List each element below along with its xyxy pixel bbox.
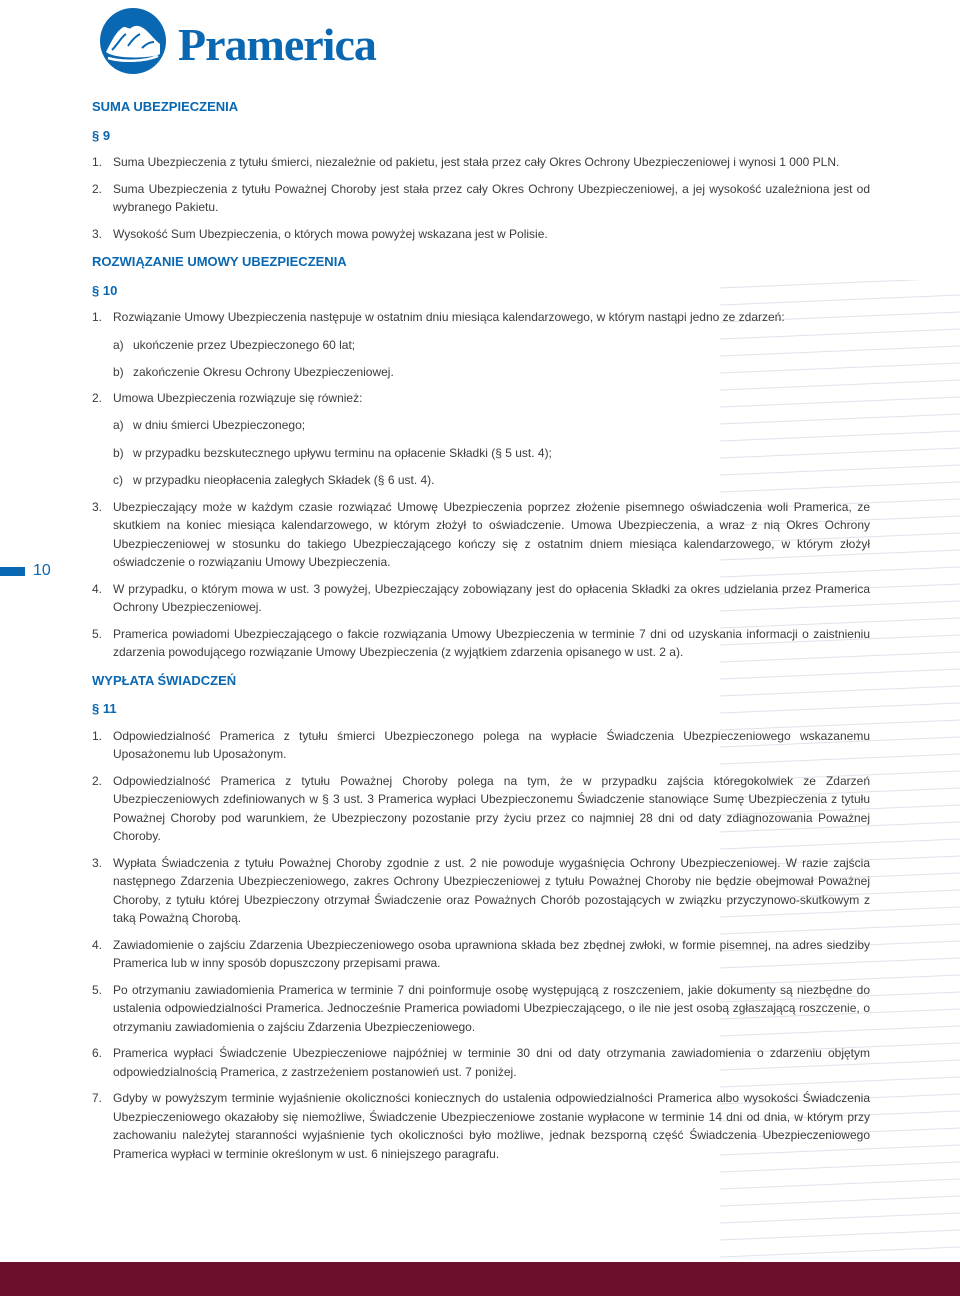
s10-item-2a (113, 416, 870, 435)
s11-item-2 (92, 772, 870, 846)
item-number: 7. (92, 1091, 103, 1105)
item-text: Pramerica powiadomi Ubezpieczającego o fakcie rozwiązania Umowy Ubezpieczenia w terminie 7 dni od uzyskania informacji o zaistnieniu zdarzenia powodującego rozwiązanie Umowy Ubezpieczenia (z wyjątkiem zdarzenia opisanego w ust. 2 a). (113, 626, 870, 659)
section-11: § 11 (92, 701, 117, 716)
item-text: Suma Ubezpieczenia z tytułu śmierci, niezależnie od pakietu, jest stała przez cały Okres Ochrony Ubezpieczeniowej i wynosi 1 000 PLN. (113, 155, 840, 169)
subitem-letter: a) (113, 418, 124, 432)
item-text: Wypłata Świadczenia z tytułu Poważnej Choroby zgodnie z ust. 2 nie powoduje wygaśnięcia Ochrony Ubezpieczeniowej. W razie zajścia następnego Zdarzenia Ubezpieczeniowego, zakres Ochrony Ubezpieczeniowej z tytułu Poważnej Choroby nie będzie obejmował Poważnej Choroby, z tytułu której Ubezpieczony otrzymał Świadczenie oraz Poważnych Chorób pozostających w związku przyczynowo-skutkowym z taką Poważną Chorobą. (113, 855, 870, 925)
s10-item-1b (113, 363, 870, 382)
footer-bar (0, 1262, 960, 1296)
item-number: 4. (92, 581, 103, 596)
heading-rozwiazanie-umowy: ROZWIĄZANIE UMOWY UBEZPIECZENIA (92, 254, 347, 269)
subitem-letter: c) (113, 473, 123, 487)
item-number: 2. (92, 181, 103, 196)
item-number: 6. (92, 1046, 103, 1060)
s11-item-4 (92, 936, 870, 973)
item-number: 5. (92, 982, 103, 997)
s11-item-7 (92, 1089, 870, 1163)
item-text: W przypadku, o którym mowa w ust. 3 powyżej, Ubezpieczający zobowiązany jest do opłacenia Składki za okres udzielania przez Pramerica Ochrony Ubezpieczeniowej. (113, 581, 870, 614)
subitem-letter: b) (113, 365, 124, 379)
item-text: Gdyby w powyższym terminie wyjaśnienie okoliczności koniecznych do ustalenia odpowiedzialności Pramerica albo wysokości Świadczenia Ubezpieczeniowego okazałoby się niemożliwe, Świadczenie Ubezpieczeniowe zostanie wypłacone w terminie 14 dni od dnia, w którym przy zachowaniu należytej staranności wyjaśnienie tych okoliczności było możliwe, jednak bezsporną część Świadczenia Ubezpieczeniowego Pramerica wypłaci w terminie określonym w ust. 6 niniejszego paragrafu. (113, 1091, 870, 1161)
s10-item-5 (92, 625, 870, 662)
section-9: § 9 (92, 127, 111, 143)
s9-item-2 (92, 180, 870, 217)
s10-item-2 (92, 389, 870, 408)
s10-item-2c (113, 471, 870, 490)
item-text: Ubezpieczający może w każdym czasie rozwiązać Umowę Ubezpieczenia poprzez złożenie pisemnego oświadczenia woli Pramerica, ze skutkiem na koniec miesiąca kalendarzowego, w którym złożył to oświadczenie. Umowa Ubezpieczenia, a wraz z nią Okres Ochrony Ubezpieczeniowej w stosunku do takiego Ubezpieczającego kończy się z ostatnim dniem miesiąca kalendarzowego, w którym złożył oświadczenie o rozwiązaniu Umowy Ubezpieczenia. (113, 499, 870, 569)
brand-name: Pramerica (178, 19, 376, 70)
page-number-marker (0, 562, 70, 580)
subitem-text: w przypadku bezskutecznego upływu terminu na opłacenie Składki (§ 5 ust. 4); (133, 445, 552, 460)
item-text: Pramerica wypłaci Świadczenie Ubezpieczeniowe najpóźniej w terminie 30 dni od daty otrzymania zawiadomienia o zdarzeniu objętym odpowiedzialnością Pramerica, z zastrzeżeniem postanowień ust. 7 poniżej. (113, 1046, 870, 1079)
item-number: 3. (92, 499, 103, 514)
s10-item-3 (92, 498, 870, 572)
s11-item-6 (92, 1044, 870, 1081)
heading-wyplata-swiadczen: WYPŁATA ŚWIADCZEŃ (92, 672, 237, 688)
s9-item-1 (92, 153, 870, 172)
item-number: 2. (92, 773, 103, 788)
s10-item-1 (92, 308, 870, 327)
item-number: 1. (92, 310, 103, 324)
subitem-text: zakończenie Okresu Ochrony Ubezpieczeniowej. (133, 365, 394, 379)
item-number: 4. (92, 937, 103, 952)
item-number: 3. (92, 855, 103, 870)
s11-item-5 (92, 981, 870, 1037)
item-number: 1. (92, 728, 103, 743)
item-number: 2. (92, 390, 103, 405)
page-number: 10 (33, 562, 51, 579)
item-number: 3. (92, 226, 103, 241)
item-text: Zawiadomienie o zajściu Zdarzenia Ubezpieczeniowego osoba uprawniona składa bez zbędnej zwłoki, w formie pisemnej, na adres siedziby Pramerica lub w inny sposób dopuszczony przepisami prawa. (113, 937, 870, 970)
item-text: Po otrzymaniu zawiadomienia Pramerica w terminie 7 dni poinformuje osobę występującą z roszczeniem, jakie dokumenty są niezbędne do ustalenia odpowiedzialności Pramerica. Jednocześnie Pramerica powiadomi Ubezpieczającego, o ile nie jest osobą zgłaszającą roszczenie, o otrzymaniu zawiadomienia o zajściu Zdarzenia Ubezpieczeniowego. (113, 982, 870, 1034)
heading-suma-ubezpieczenia: SUMA UBEZPIECZENIA (92, 99, 239, 114)
item-text: Odpowiedzialność Pramerica z tytułu Poważnej Choroby polega na tym, że w przypadku zajścia któregokolwiek ze Zdarzeń Ubezpieczeniowych zdefiniowanych w § 3 ust. 3 Pramerica wypłaci Ubezpieczonemu Świadczenie stanowiące Sumę Ubezpieczenia z tytułu Poważnej Choroby pod warunkiem, że Ubezpieczony pozostanie przy życiu przez co najmniej 28 dni od daty zdiagnozowania Poważnej Choroby. (113, 773, 870, 843)
subitem-text: w dniu śmierci Ubezpieczonego; (133, 418, 306, 432)
rock-logo-icon (98, 6, 168, 76)
s10-item-1a (113, 336, 870, 355)
s10-item-2b (113, 444, 870, 463)
s11-item-1 (92, 727, 870, 764)
subitem-letter: a) (113, 337, 124, 352)
subitem-letter: b) (113, 445, 124, 460)
item-text: Suma Ubezpieczenia z tytułu Poważnej Choroby jest stała przez cały Okres Ochrony Ubezpieczeniowej, a jej wysokość uzależniona jest od wybranego Pakietu. (113, 181, 870, 214)
s11-item-3 (92, 854, 870, 928)
item-text: Rozwiązanie Umowy Ubezpieczenia następuje w ostatnim dniu miesiąca kalendarzowego, w którym nastąpi jedno ze zdarzeń: (113, 310, 785, 324)
item-number: 1. (92, 155, 103, 169)
s9-item-3 (92, 225, 870, 244)
subitem-text: w przypadku nieopłacenia zaległych Składek (§ 6 ust. 4). (133, 473, 435, 487)
item-text: Umowa Ubezpieczenia rozwiązuje się również: (113, 390, 363, 405)
subitem-text: ukończenie przez Ubezpieczonego 60 lat; (133, 337, 356, 352)
page-number-bar (0, 567, 25, 576)
item-text: Wysokość Sum Ubezpieczenia, o których mowa powyżej wskazana jest w Polisie. (113, 226, 548, 241)
section-10: § 10 (92, 282, 118, 298)
item-number: 5. (92, 626, 103, 641)
document-body (92, 98, 870, 1163)
item-text: Odpowiedzialność Pramerica z tytułu śmierci Ubezpieczonego polega na wypłacie Świadczenia Ubezpieczeniowego wskazanemu Uposażonemu lub Uposażonym. (113, 728, 870, 761)
s10-item-4 (92, 580, 870, 617)
